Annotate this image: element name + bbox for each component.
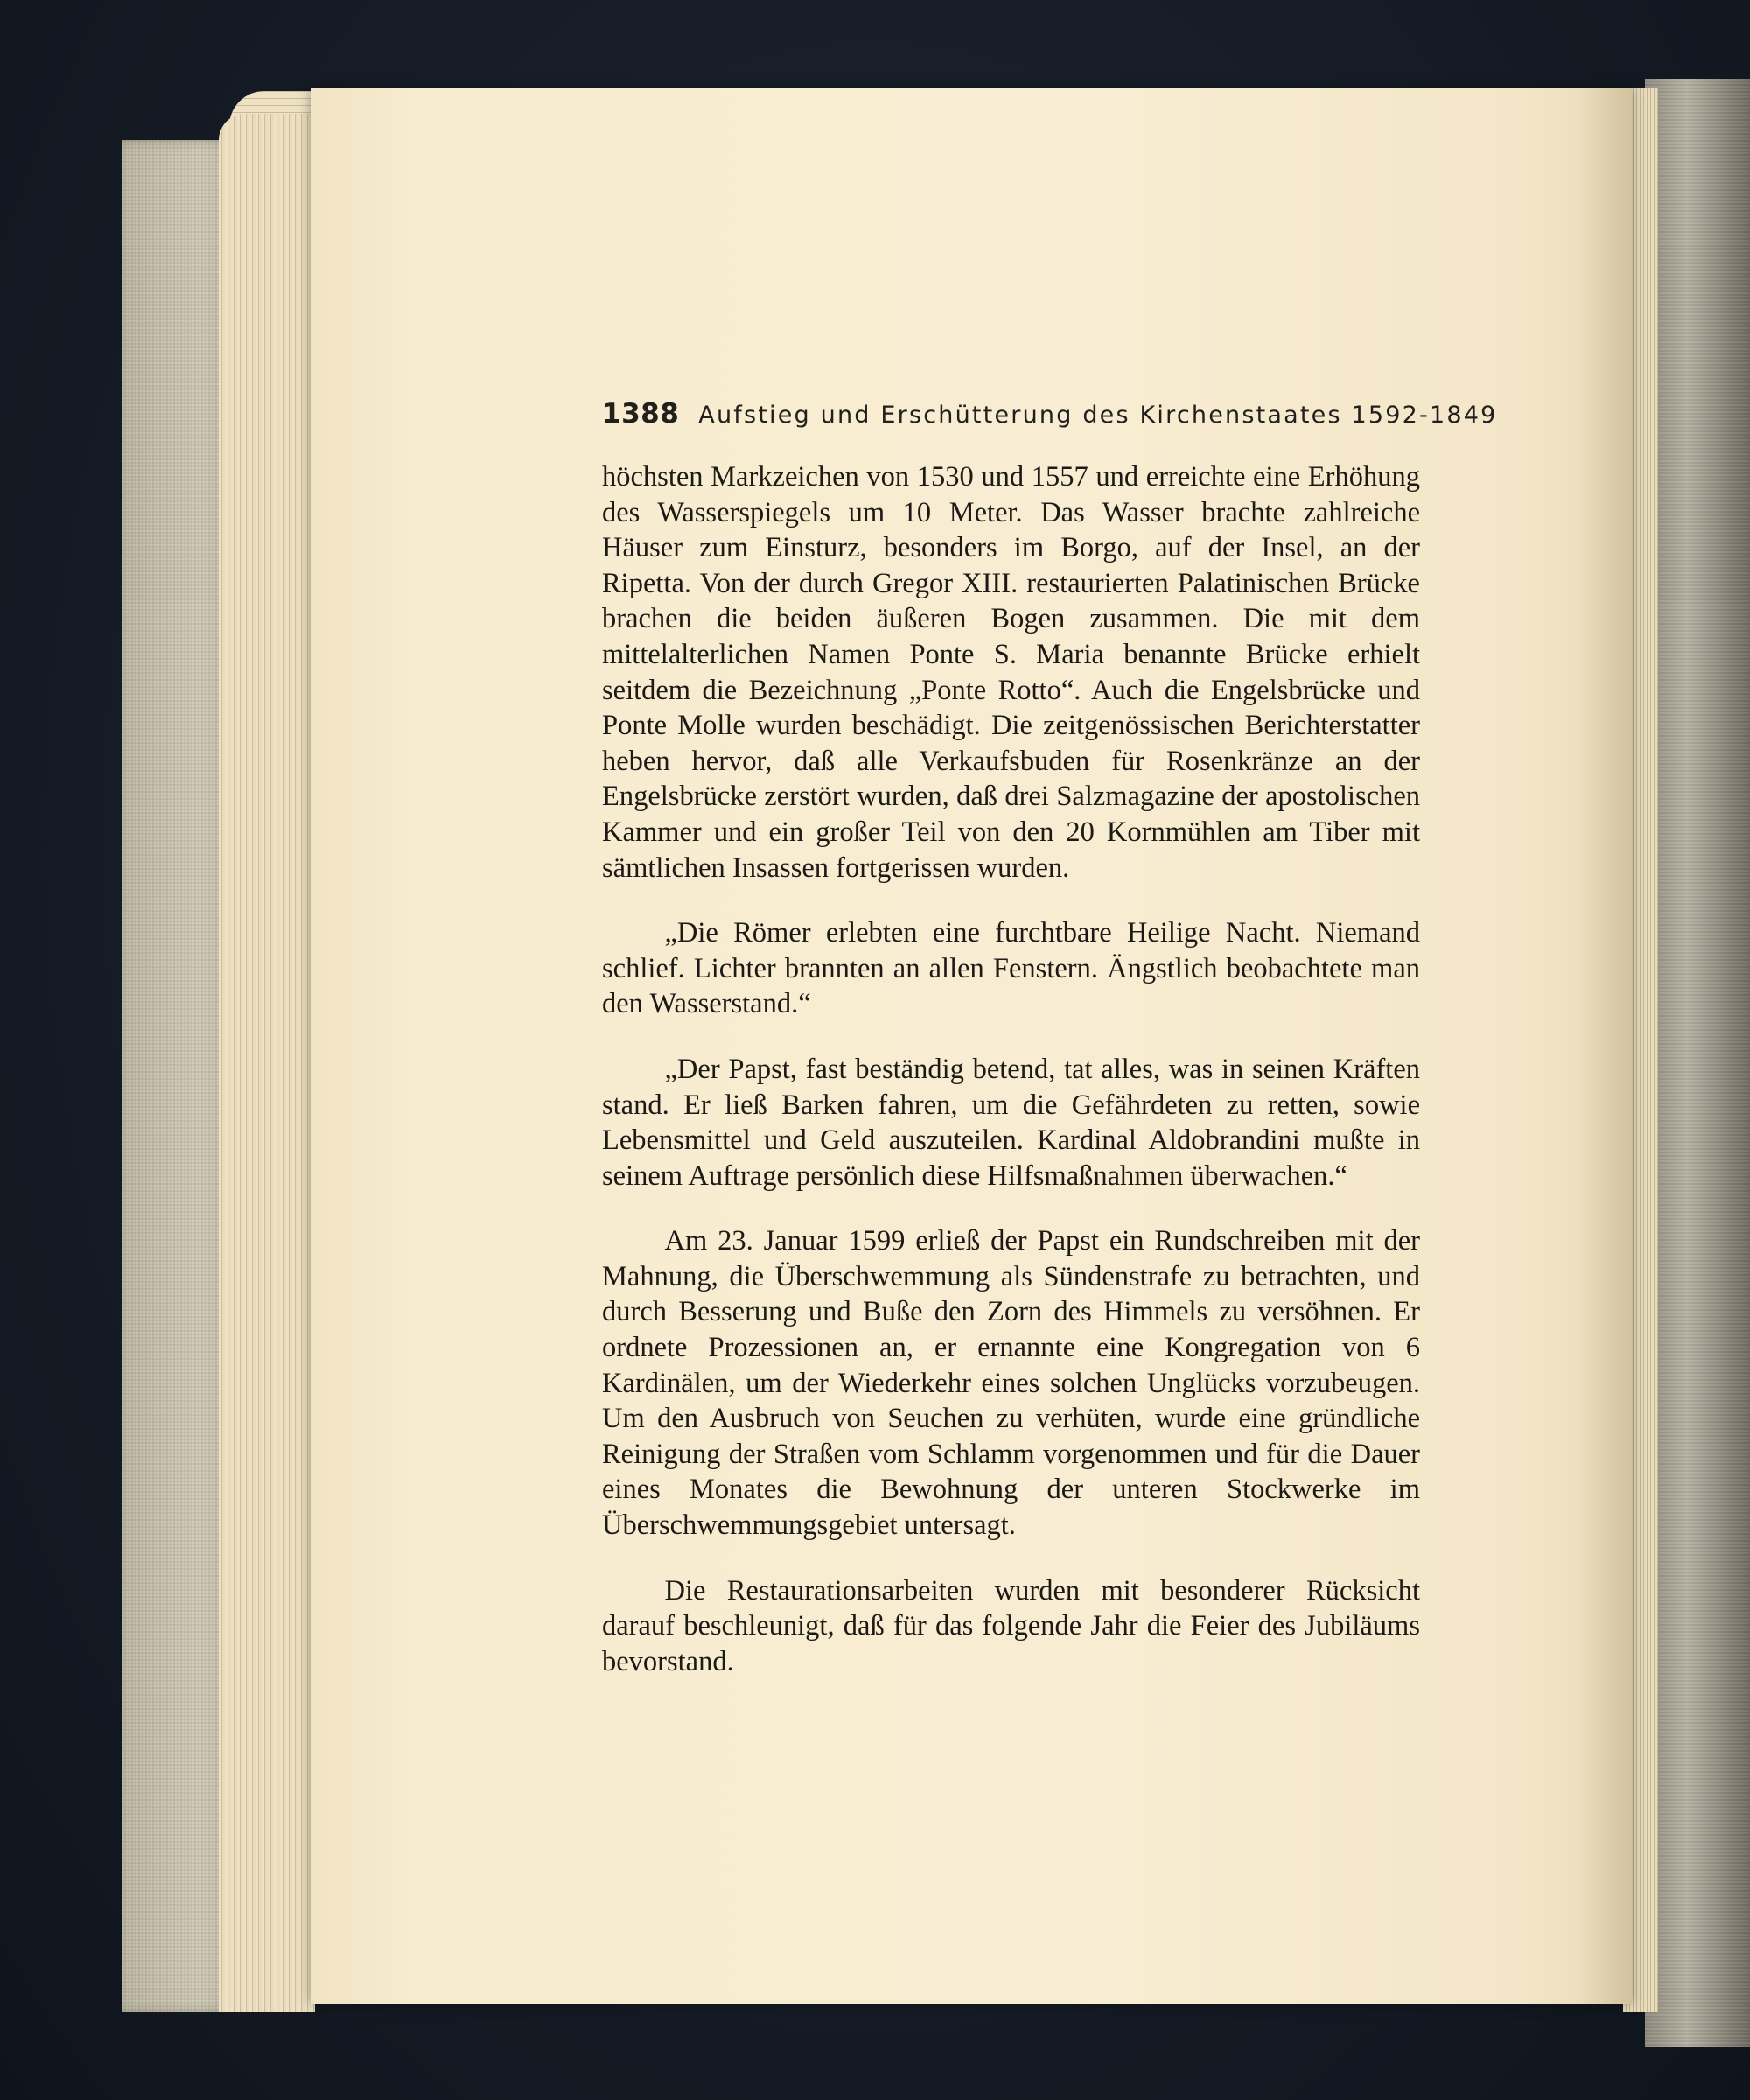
- running-head: [602, 398, 1498, 451]
- book-page: [311, 88, 1632, 2004]
- paragraph-1: höchsten Markzeichen von 1530 und 1557 und erreichte eine Erhöhung des Wasserspiegels um 10 Meter. Das Wasser brachte zahlreiche Häuser zum Einsturz, besonders im Borgo, auf der Insel, an der Ripetta. Von der durch Gregor XIII. restaurierten Palatinischen Brücke brachen die beiden äußeren Bogen zusammen. Die mit dem mittelalterlichen Namen Ponte S. Maria benannte Brücke erhielt seitdem die Bezeichnung „Ponte Rotto“. Auch die Engelsbrücke und Ponte Molle wurden beschädigt. Die zeitgenössischen Berichterstatter heben hervor, daß alle Verkaufsbuden für Rosenkränze an der Engelsbrücke zerstört wurden, daß drei Salzmagazine der apostolischen Kammer und ein großer Teil von den 20 Kornmühlen am Tiber mit sämtlichen Insassen fortgerissen wurden.: [602, 461, 1420, 884]
- paragraph-5: Die Restaurationsarbeiten wurden mit besonderer Rücksicht darauf beschleunigt, daß für das folgende Jahr die Feier des Jubiläums bevorstand.: [602, 1574, 1420, 1677]
- page-stack-left: [219, 114, 315, 2012]
- paragraph-2-quote: „Die Römer erlebten eine furchtbare Heilige Nacht. Niemand schlief. Lichter brannten an allen Fenstern. Ängstlich beobachtete man den Wasserstand.“: [602, 917, 1420, 1020]
- running-head-title: Aufstieg und Erschütterung des Kirchenstaates 1592-1849: [698, 402, 1498, 429]
- paragraph-4: Am 23. Januar 1599 erließ der Papst ein Rundschreiben mit der Mahnung, die Überschwemmung als Sündenstrafe zu betrachten, und durch Besserung und Buße den Zorn des Himmels zu versöhnen. Er ordnete Prozessionen an, er ernannte eine Kongregation von 6 Kardinälen, um der Wiederkehr eines solchen Unglücks vorzubeugen. Um den Ausbruch von Seuchen zu verhüten, wurde eine gründliche Reinigung der Straßen vom Schlamm vorgenommen und für die Dauer eines Monates die Bewohnung der unteren Stockwerke im Überschwemmungsgebiet untersagt.: [602, 1225, 1420, 1542]
- page-number: 1388: [602, 398, 680, 430]
- text-block: [602, 306, 1498, 1679]
- book-cover-right: [1645, 79, 1750, 2048]
- paragraph-3-quote: „Der Papst, fast beständig betend, tat alles, was in seinen Kräften stand. Er ließ Barken fahren, um die Gefährdeten zu retten, sowie Lebensmittel und Geld auszuteilen. Kardinal Aldobrandini mußte in seinem Auftrage persönlich diese Hilfsmaßnahmen überwachen.“: [602, 1053, 1420, 1192]
